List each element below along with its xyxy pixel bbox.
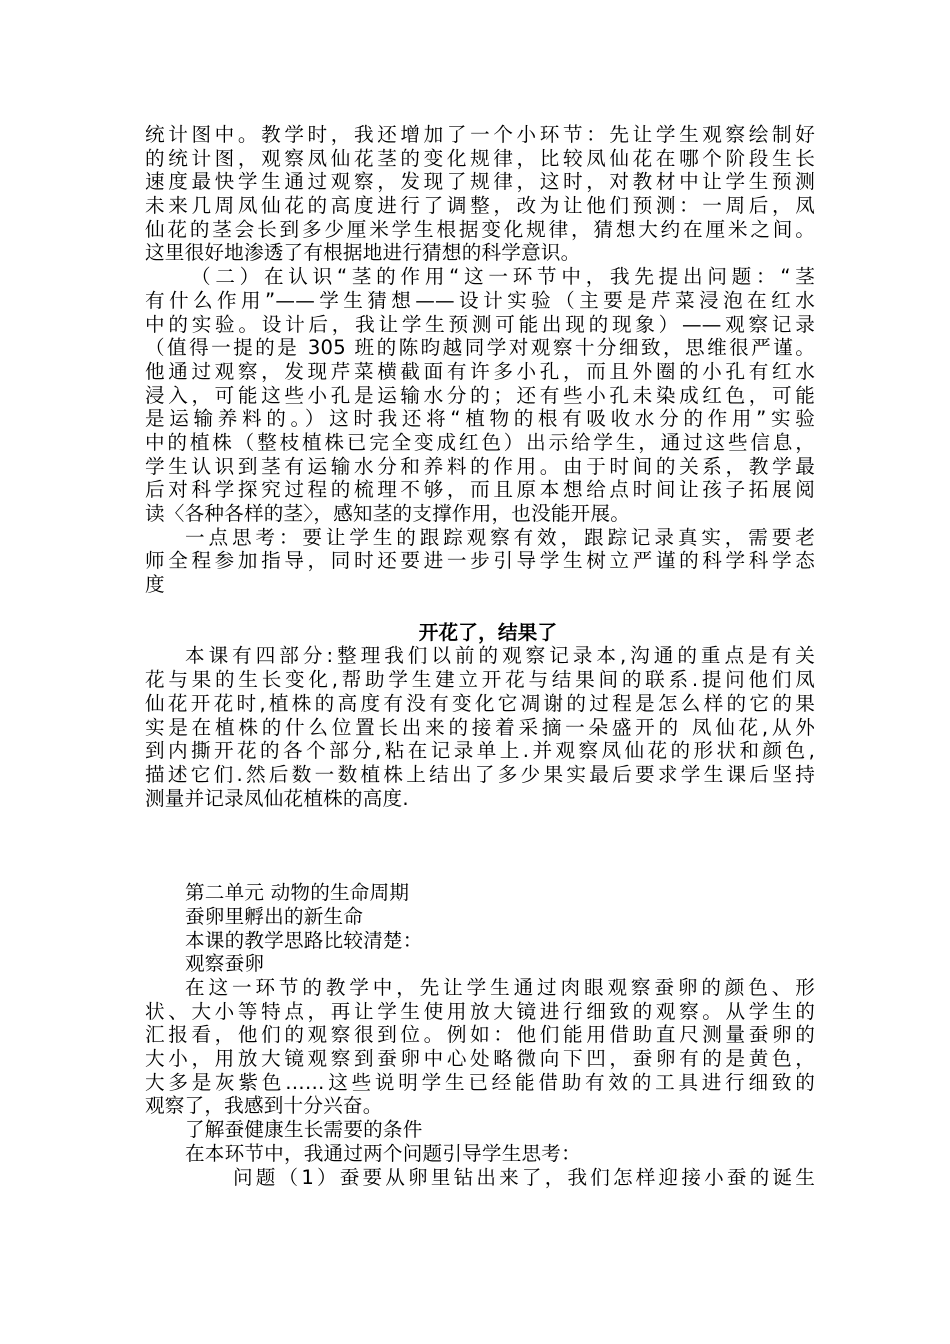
paragraph-line: 是运输养料的。）这时我还将“植物的根有吸收水分的作用”实验 bbox=[145, 407, 815, 431]
paragraph-line: 在本环节中，我通过两个问题引导学生思考： bbox=[185, 1141, 581, 1165]
spacer bbox=[145, 810, 815, 881]
paragraph-line: 测量并记录凤仙花植株的高度. bbox=[145, 786, 409, 810]
paragraph-line: 大小，用放大镜观察到蚕卵中心处略微向下凹，蚕卵有的是黄色， bbox=[145, 1047, 815, 1071]
paragraph-line: 速度最快学生通过观察，发现了规律，这时，对教材中让学生预测 bbox=[145, 170, 815, 194]
paragraph-line: 实是在植株的什么位置长出来的接着采摘一朵盛开的 凤仙花,从外 bbox=[145, 715, 815, 739]
paragraph-line: 本课有四部分:整理我们以前的观察记录本,沟通的重点是有关 bbox=[185, 644, 815, 668]
paragraph-line: 花与果的生长变化,帮助学生建立开花与结果间的联系.提问他们凤 bbox=[145, 668, 815, 692]
paragraph-line: 度 bbox=[145, 573, 165, 597]
section-stem-observation bbox=[145, 123, 815, 597]
paragraph-line: 学生认识到茎有运输水分和养料的作用。由于时间的关系，教学最 bbox=[145, 454, 815, 478]
subheading: 了解蚕健康生长需要的条件 bbox=[185, 1118, 423, 1142]
paragraph-line: 状、大小等特点，再让学生使用放大镜进行细致的观察。从学生的 bbox=[145, 999, 815, 1023]
section-flowering bbox=[145, 621, 815, 811]
document-page bbox=[145, 123, 815, 1189]
paragraph-line: 仙花开花时,植株的高度有没有变化它凋谢的过程是怎么样的它的果 bbox=[145, 691, 815, 715]
paragraph-line: 到内撕开花的各个部分,粘在记录单上.并观察凤仙花的形状和颜色, bbox=[145, 739, 815, 763]
spacer bbox=[145, 597, 815, 621]
paragraph-line: （二）在认识“茎的作用“这一环节中，我先提出问题：“茎 bbox=[191, 265, 815, 289]
paragraph-line: 描述它们.然后数一数植株上结出了多少果实最后要求学生课后坚持 bbox=[145, 762, 815, 786]
paragraph-line: 本课的教学思路比较清楚： bbox=[185, 928, 423, 952]
paragraph-line: 问题（1）蚕要从卵里钻出来了，我们怎样迎接小蚕的诞生 bbox=[233, 1165, 815, 1189]
paragraph-line: 中的植株（整枝植株已完全变成红色）出示给学生，通过这些信息， bbox=[145, 430, 815, 454]
paragraph-line: 他通过观察，发现芹菜横截面有许多小孔，而且外圈的小孔有红水 bbox=[145, 359, 815, 383]
paragraph-line: 有什么作用”——学生猜想——设计实验（主要是芹菜浸泡在红水 bbox=[145, 288, 815, 312]
paragraph-line: 后对科学探究过程的梳理不够，而且原本想给点时间让孩子拓展阅 bbox=[145, 478, 815, 502]
section-title: 开花了，结果了 bbox=[418, 620, 558, 644]
paragraph-line: 仙花的茎会长到多少厘米学生根据变化规律，猜想大约在厘米之间。 bbox=[145, 217, 815, 241]
paragraph-line: 师全程参加指导，同时还要进一步引导学生树立严谨的科学科学态 bbox=[145, 549, 815, 573]
unit-heading: 第二单元 动物的生命周期 bbox=[185, 881, 410, 905]
paragraph-line: 一点思考：要让学生的跟踪观察有效，跟踪记录真实，需要老 bbox=[185, 525, 815, 549]
paragraph-line: 在这一环节的教学中，先让学生通过肉眼观察蚕卵的颜色、形 bbox=[185, 976, 815, 999]
paragraph-line: 浸入，可能这些小孔是运输水分的；还有些小孔未染成红色，可能 bbox=[145, 383, 815, 407]
paragraph-line: 的统计图，观察凤仙花茎的变化规律，比较凤仙花在哪个阶段生长 bbox=[145, 146, 815, 170]
paragraph-line: 中的实验。设计后，我让学生预测可能出现的现象）——观察记录 bbox=[145, 312, 815, 336]
paragraph-line: 大多是灰紫色……这些说明学生已经能借助有效的工具进行细致的 bbox=[145, 1070, 815, 1094]
section-silkworm bbox=[145, 881, 815, 1189]
paragraph-line: 这里很好地渗透了有根据地进行猜想的科学意识。 bbox=[145, 241, 581, 265]
paragraph-line: 汇报看，他们的观察很到位。例如：他们能用借助直尺测量蚕卵的 bbox=[145, 1023, 815, 1047]
paragraph-line: 观察了，我感到十分兴奋。 bbox=[145, 1094, 383, 1118]
subheading: 观察蚕卵 bbox=[185, 952, 265, 976]
paragraph-line: 未来几周凤仙花的高度进行了调整，改为让他们预测：一周后，凤 bbox=[145, 194, 815, 218]
lesson-heading: 蚕卵里孵出的新生命 bbox=[185, 904, 364, 928]
paragraph-line: 读〈各种各样的茎〉，感知茎的支撑作用，也没能开展。 bbox=[145, 502, 631, 525]
paragraph-line: （值得一提的是 305 班的陈昀越同学对观察十分细致，思维很严谨。 bbox=[145, 336, 815, 360]
paragraph-line: 统计图中。教学时，我还增加了一个小环节：先让学生观察绘制好 bbox=[145, 123, 815, 146]
